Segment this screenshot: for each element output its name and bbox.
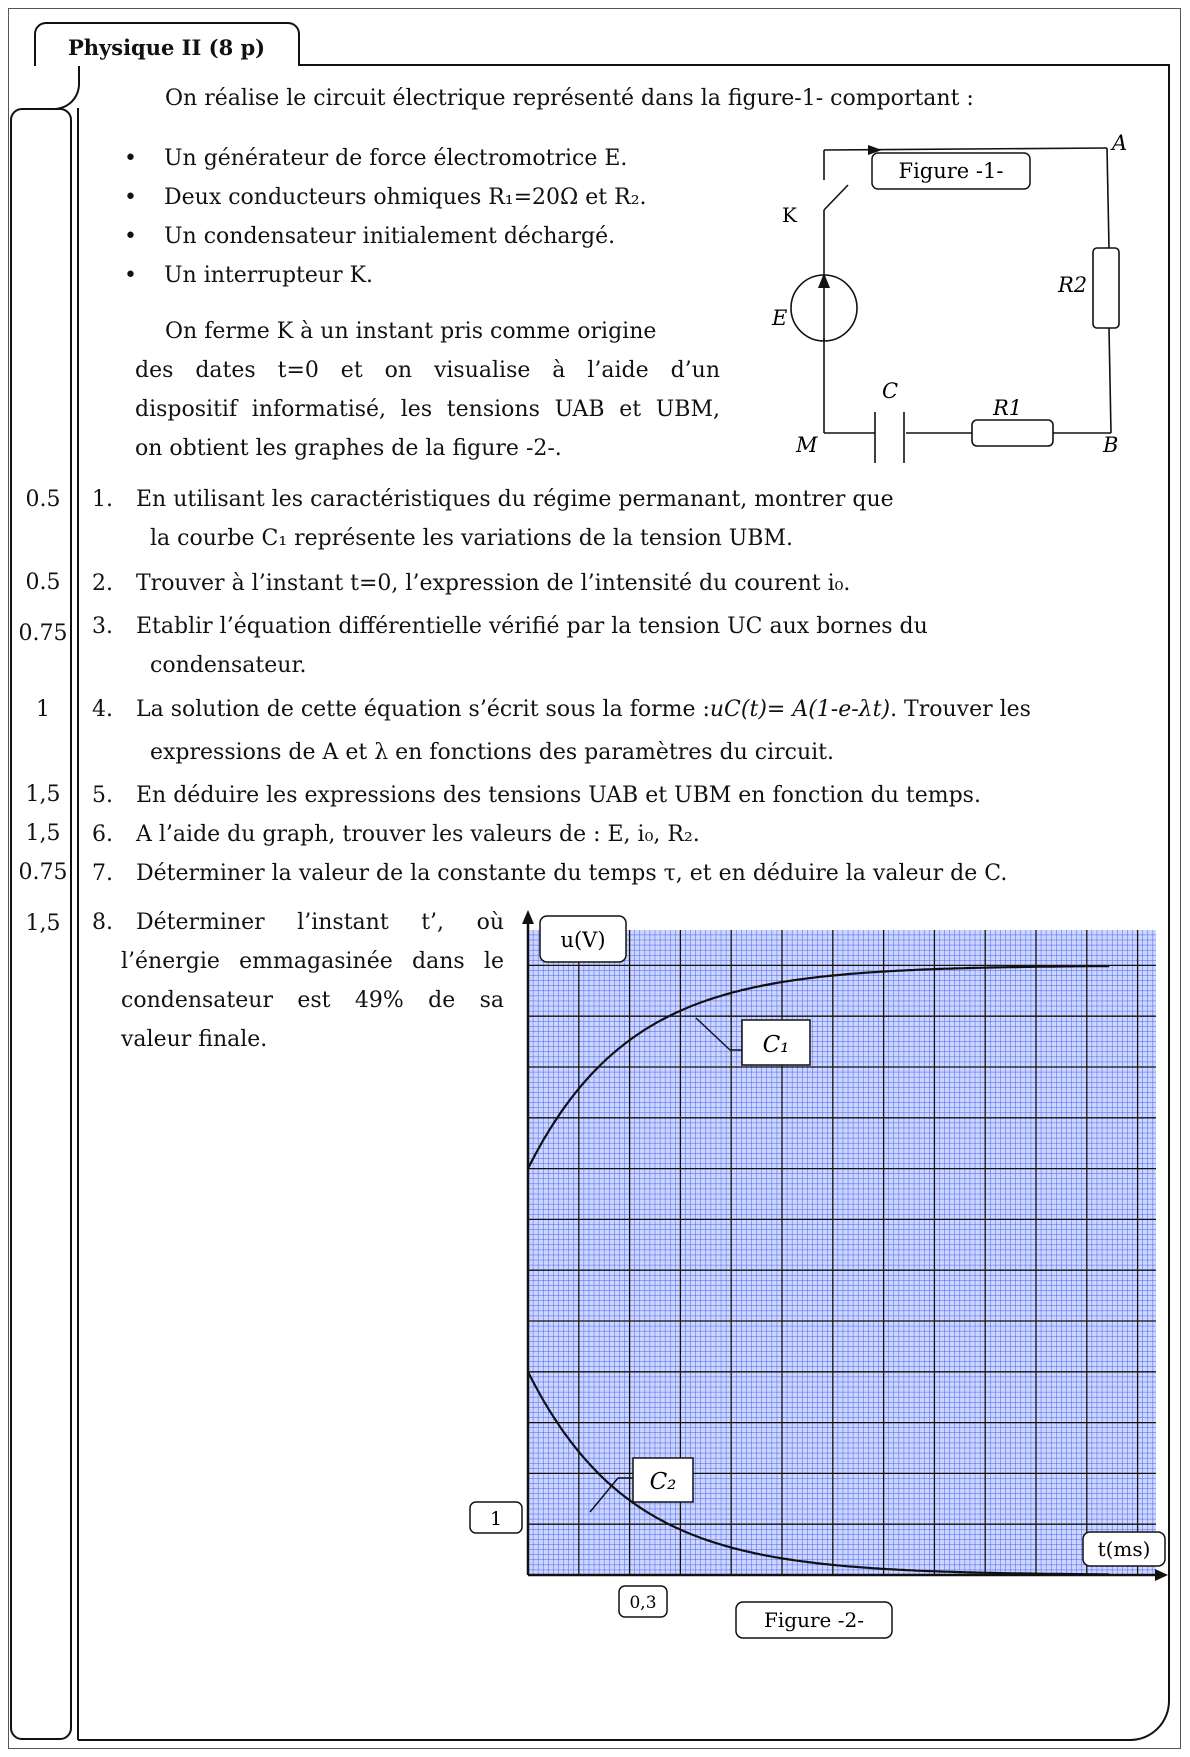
score-q1: 0.5 xyxy=(25,487,61,512)
procedure-line: On ferme K à un instant pris comme origine xyxy=(165,319,657,344)
c1-label-box xyxy=(742,1020,810,1065)
label-r1: R1 xyxy=(993,396,1023,420)
score-q5: 1,5 xyxy=(25,782,61,807)
label-e: E xyxy=(772,306,788,330)
c2-label: C₂ xyxy=(649,1469,677,1495)
score-q7: 0.75 xyxy=(18,860,68,885)
procedure-line: dispositif informatisé, les tensions UAB et UBM, xyxy=(135,397,720,422)
question-8-cont: condensateur est 49% de sa xyxy=(121,988,504,1013)
resistor-r1 xyxy=(972,420,1053,446)
resistor-r2 xyxy=(1093,248,1119,328)
ylabel-box xyxy=(540,916,626,962)
formula: uC(t)= A(1-e-λt) xyxy=(709,697,891,722)
list-item: • Deux conducteurs ohmiques R₁=20Ω et R₂. xyxy=(124,178,647,217)
switch-k xyxy=(824,185,848,210)
x-axis-label: t(ms) xyxy=(1097,1537,1151,1561)
label-r2: R2 xyxy=(1058,273,1088,297)
label-k: K xyxy=(782,203,797,227)
y-axis-arrow xyxy=(522,910,534,924)
c2-label-box xyxy=(633,1458,693,1502)
wire-top xyxy=(824,148,1107,150)
x-tick-box xyxy=(619,1586,667,1617)
question-3: 3. Etablir l’équation différentielle vérifié par la tension UC aux bornes du xyxy=(92,614,928,639)
score-q8: 1,5 xyxy=(25,911,61,936)
question-8-cont: l’énergie emmagasinée dans le xyxy=(121,949,504,974)
wire-right-lower xyxy=(1109,328,1111,433)
components-list xyxy=(124,139,647,295)
section-title: Physique II (8 p) xyxy=(34,22,300,66)
question-7: 7. Déterminer la valeur de la constante du temps τ, et en déduire la valeur de C. xyxy=(92,861,1008,886)
xlabel-box xyxy=(1083,1532,1165,1566)
x-tick-label: 0,3 xyxy=(629,1593,657,1613)
figure1-caption: Figure -1- xyxy=(898,159,1004,183)
label-b: B xyxy=(1103,433,1119,457)
label-c: C xyxy=(882,379,899,403)
x-axis-arrow xyxy=(1155,1569,1168,1581)
list-item: • Un condensateur initialement déchargé. xyxy=(124,217,647,256)
y-tick-label: 1 xyxy=(489,1508,503,1530)
question-6: 6. A l’aide du graph, trouver les valeurs de : E, i₀, R₂. xyxy=(92,822,700,847)
question-8-cont: valeur finale. xyxy=(121,1027,268,1052)
list-item: • Un interrupteur K. xyxy=(124,256,647,295)
procedure-line: on obtient les graphes de la figure -2-. xyxy=(135,436,562,461)
score-q6: 1,5 xyxy=(25,821,61,846)
procedure-line: des dates t=0 et on visualise à l’aide d’un xyxy=(135,358,720,383)
wire-right-upper xyxy=(1107,148,1109,248)
figure2-caption-box xyxy=(736,1602,892,1638)
circuit-figure xyxy=(760,130,1140,470)
label-a: A xyxy=(1112,131,1128,155)
question-3-cont: condensateur. xyxy=(150,653,307,678)
label-m: M xyxy=(796,433,818,457)
intro-text: On réalise le circuit électrique représenté dans la figure-1- comportant : xyxy=(165,86,974,111)
chart-figure2 xyxy=(460,900,1170,1730)
list-item: • Un générateur de force électromotrice E. xyxy=(124,139,647,178)
figure2-caption: Figure -2- xyxy=(764,1608,864,1632)
question-1-cont: la courbe C₁ représente les variations de la tension UBM. xyxy=(150,526,793,551)
y-tick-box xyxy=(470,1502,522,1533)
score-q2: 0.5 xyxy=(25,570,61,595)
question-2: 2. Trouver à l’instant t=0, l’expression de l’intensité du courent i₀. xyxy=(92,571,851,596)
score-q4: 1 xyxy=(36,697,50,722)
question-4-cont: expressions de A et λ en fonctions des paramètres du circuit. xyxy=(150,740,834,765)
question-8: 8. Déterminer l’instant t’, où xyxy=(92,910,504,935)
question-5: 5. En déduire les expressions des tensions UAB et UBM en fonction du temps. xyxy=(92,783,981,808)
question-1: 1. En utilisant les caractéristiques du régime permanant, montrer que xyxy=(92,487,894,512)
question-4: 4. La solution de cette équation s’écrit sous la forme :uC(t)= A(1-e-λt). Trouver les xyxy=(92,697,1031,722)
y-axis-label: u(V) xyxy=(560,928,606,952)
c1-label: C₁ xyxy=(762,1032,790,1058)
score-q3: 0.75 xyxy=(18,621,68,646)
